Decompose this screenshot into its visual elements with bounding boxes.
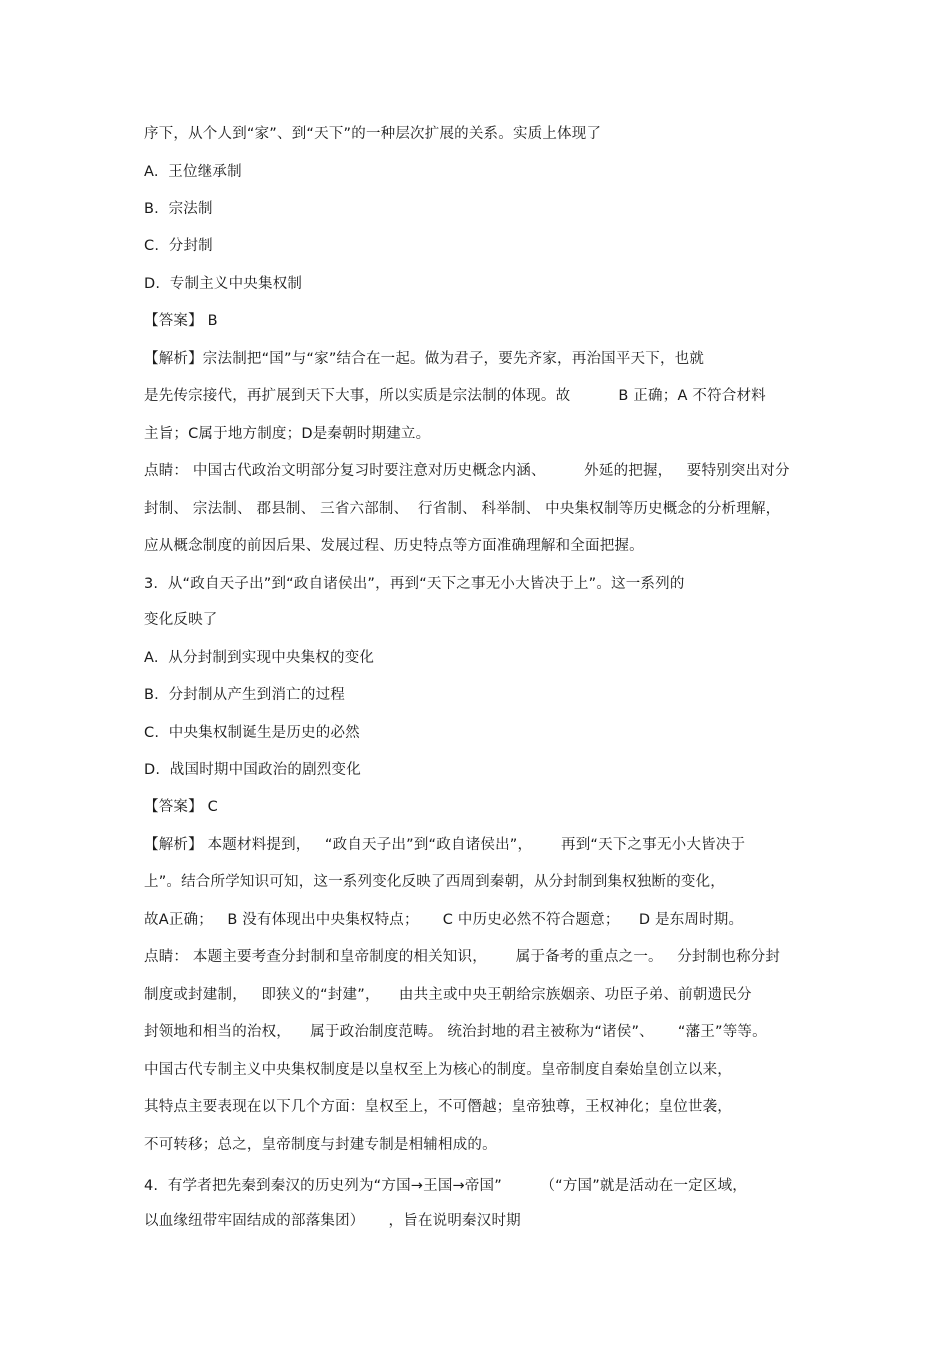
- note-line: 制度或封建制， 即狭义的“封建”， 由共主或中央王朝给宗族姻亲、功臣子弟、前朝遗民分: [144, 987, 752, 1003]
- question-3: 变化反映了: [144, 612, 218, 628]
- note-line: 中国古代专制主义中央集权制度是以皇权至上为核心的制度。皇帝制度自秦始皇创立以来，: [144, 1062, 732, 1078]
- analysis-line: 【解析】宗法制把“国”与“家”结合在一起。做为君子，要先齐家，再治国平天下，也就: [144, 351, 705, 367]
- note-line: 其特点主要表现在以下几个方面：皇权至上，不可僭越；皇帝独尊，王权神化；皇位世袭，: [144, 1099, 732, 1115]
- option-d: D. 战国时期中国政治的剧烈变化: [144, 762, 361, 778]
- note-line: 封制、 宗法制、 郡县制、 三省六部制、 行省制、 科举制、 中央集权制等历史概念的分析理解，: [144, 501, 781, 517]
- option-d: D. 专制主义中央集权制: [144, 276, 303, 292]
- question-4: 以血缘纽带牢固结成的部落集团） ，旨在说明秦汉时期: [144, 1213, 521, 1229]
- question-3: 3. 从“政自天子出”到“政自诸侯出”，再到“天下之事无小大皆决于上”。这一系列的: [144, 576, 685, 592]
- note-line: 点睛： 本题主要考查分封制和皇帝制度的相关知识， 属于备考的重点之一。 分封制也称分封: [144, 949, 781, 965]
- question-4: 4. 有学者把先秦到秦汉的历史列为“方国→王国→帝国” （“方国”就是活动在一定区域，: [144, 1178, 747, 1194]
- note-line: 应从概念制度的前因后果、发展过程、历史特点等方面准确理解和全面把握。: [144, 538, 644, 554]
- note-line: 封领地和相当的治权， 属于政治制度范畴。 统治封地的君主被称为“诸侯”、 “藩王”等等。: [144, 1024, 767, 1040]
- option-b: B. 宗法制: [144, 201, 213, 217]
- option-a: A. 王位继承制: [144, 164, 242, 180]
- option-c: C. 中央集权制诞生是历史的必然: [144, 725, 360, 741]
- note-line: 不可转移；总之，皇帝制度与封建专制是相辅相成的。: [144, 1137, 497, 1153]
- option-a: A. 从分封制到实现中央集权的变化: [144, 650, 375, 666]
- analysis-line: 【解析】 本题材料提到， “政自天子出”到“政自诸侯出”， 再到“天下之事无小大皆决于: [144, 837, 746, 853]
- option-c: C. 分封制: [144, 238, 213, 254]
- answer: 【答案】 C: [144, 799, 218, 815]
- analysis-line: 主旨；C属于地方制度；D是秦朝时期建立。: [144, 426, 431, 442]
- answer: 【答案】 B: [144, 313, 218, 329]
- analysis-line: 是先传宗接代，再扩展到天下大事，所以实质是宗法制的体现。故 B 正确；A 不符合材料: [144, 388, 766, 404]
- analysis-line: 故A正确； B 没有体现出中央集权特点； C 中历史必然不符合题意； D 是东周时期。: [144, 912, 744, 928]
- text-line: 序下，从个人到“家”、到“天下”的一种层次扩展的关系。实质上体现了: [144, 126, 602, 142]
- note-line: 点睛： 中国古代政治文明部分复习时要注意对历史概念内涵、 外延的把握， 要特别突出对分: [144, 463, 790, 479]
- analysis-line: 上”。结合所学知识可知，这一系列变化反映了西周到秦朝，从分封制到集权独断的变化，: [144, 874, 726, 890]
- option-b: B. 分封制从产生到消亡的过程: [144, 687, 345, 703]
